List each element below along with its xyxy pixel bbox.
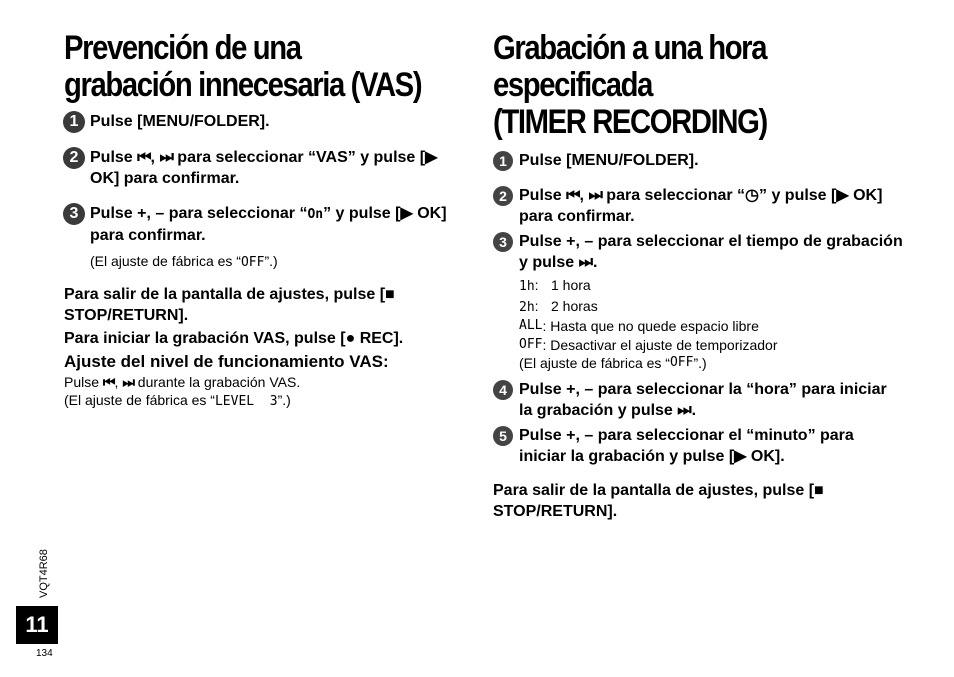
timer-title: Grabación a una hora especificada (TIMER RECORDING) [493,29,767,141]
vas-factory-note: (El ajuste de fábrica es “OFF”.) [90,253,278,270]
vas-level-heading: Ajuste del nivel de funcionamiento VAS: [64,352,389,371]
timer-exit-instruction: Para salir de la pantalla de ajustes, pulse [■ STOP/RETURN]. [493,481,824,520]
option-1h: 1h: 1 hora [519,277,591,294]
timer-step-1: 1 Pulse [MENU/FOLDER]. [493,150,903,171]
timer-step-2: 2 Pulse ⏮, ⏭ para seleccionar “◷” y pulse [▶ OK] para confirmar. [493,185,903,227]
step-number-1: 1 [493,151,513,171]
vas-level-text: Pulse ⏮, ⏭ durante la grabación VAS. [64,374,301,390]
timer-step-3: 3 Pulse +, – para seleccionar el tiempo de grabación y pulse ⏭. [493,231,903,273]
skip-forward-icon: ⏭ [588,187,602,204]
lcd-on-indicator: On [307,207,324,222]
page-number: 134 [36,648,53,659]
vas-start-instruction: Para iniciar la grabación VAS, pulse [● REC]. [64,330,404,347]
step-number-1: 1 [63,111,85,133]
skip-forward-icon: ⏭ [159,149,173,166]
timer-step-4: 4 Pulse +, – para seleccionar la “hora” para iniciar la grabación y pulse ⏭. [493,379,903,421]
step-number-3: 3 [63,203,85,225]
step-number-2: 2 [63,147,85,169]
vas-step-2: 2 Pulse ⏮, ⏭ para seleccionar “VAS” y pulse [▶ OK] para confirmar. [64,147,469,189]
timer-step-5: 5 Pulse +, – para seleccionar el “minuto” para iniciar la grabación y pulse [▶ OK]. [493,425,903,467]
vas-level-note: (El ajuste de fábrica es “LEVEL 3”.) [64,392,291,409]
model-code: VQT4R68 [38,549,50,598]
step-number-3: 3 [493,232,513,252]
clock-icon: ◷ [745,187,759,204]
section-page-badge: 11 [16,606,58,644]
vas-exit-instruction: Para salir de la pantalla de ajustes, pulse [■ STOP/RETURN]. [64,286,395,324]
vas-step-3: 3 Pulse +, – para seleccionar “On” y pulse [▶ OK] para confirmar. (El ajuste de fábrica es “OFF”.) [64,203,469,272]
step-number-5: 5 [493,426,513,446]
timer-options-list [519,276,903,373]
skip-back-icon: ⏮ [566,187,580,204]
option-all: ALL : Hasta que no quede espacio libre [519,318,759,334]
vas-title: Prevención de una grabación innecesaria (VAS) [64,29,422,104]
vas-step-1: 1 Pulse [MENU/FOLDER]. [64,111,469,132]
right-column [493,30,903,522]
step-number-4: 4 [493,380,513,400]
option-off: OFF : Desactivar el ajuste de temporizador [519,336,778,353]
skip-forward-icon: ⏭ [122,374,134,390]
option-2h: 2h: 2 horas [519,297,598,315]
left-column [64,30,469,411]
step-number-2: 2 [493,186,513,206]
timer-factory-note: (El ajuste de fábrica es “ OFF ”.) [519,355,707,371]
skip-back-icon: ⏮ [137,149,151,166]
skip-back-icon: ⏮ [102,374,115,390]
